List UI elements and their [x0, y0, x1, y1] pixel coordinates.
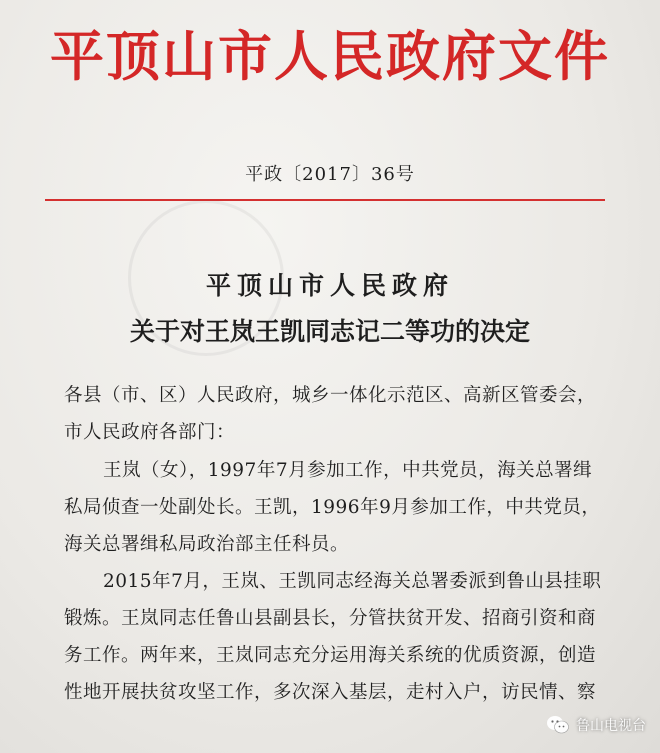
body-line: 锻炼。王岚同志任鲁山县副县长，分管扶贫开发、招商引资和商 — [64, 608, 597, 629]
body-line: 王岚（女），1997年7月参加工作，中共党员，海关总署缉 — [103, 460, 593, 481]
body-line: 务工作。两年来，王岚同志充分运用海关系统的优质资源，创造 — [64, 645, 597, 666]
document-number: 平政〔2017〕36号 — [245, 164, 415, 185]
body-line: 私局侦查一处副处长。王凯，1996年9月参加工作，中共党员， — [64, 497, 601, 518]
decision-title: 关于对王岚王凯同志记二等功的决定 — [129, 317, 530, 346]
body-line: 性地开展扶贫攻坚工作，多次深入基层，走村入户，访民情、察 — [64, 682, 597, 703]
wechat-icon — [546, 714, 570, 736]
red-divider-line — [45, 199, 605, 201]
channel-watermark — [546, 711, 646, 739]
body-line: 海关总署缉私局政治部主任科员。 — [64, 534, 350, 555]
document-masthead: 平顶山市人民政府文件 — [50, 25, 610, 88]
body-line: 2015年7月，王岚、王凯同志经海关总署委派到鲁山县挂职 — [103, 571, 602, 592]
body-line: 市人民政府各部门： — [64, 422, 236, 443]
watermark-label: 鲁山电视台 — [576, 718, 646, 734]
issuer-title: 平顶山市人民政府 — [205, 271, 454, 300]
body-line: 各县（市、区）人民政府，城乡一体化示范区、高新区管委会， — [64, 385, 597, 406]
